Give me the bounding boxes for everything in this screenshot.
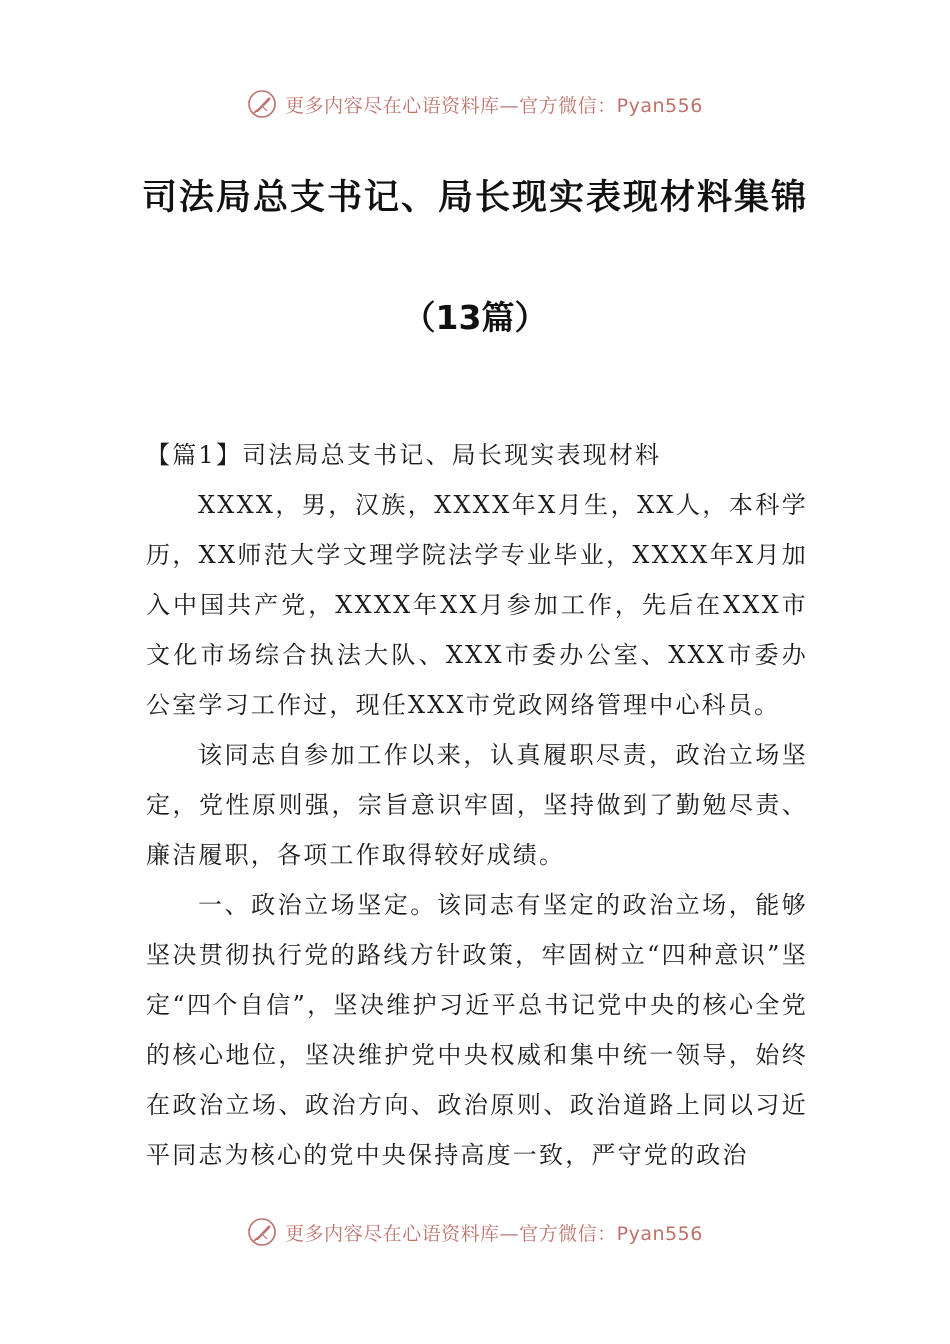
quill-logo-icon [247,89,277,119]
watermark-wechat: 官方微信：Pyan556 [519,1222,703,1245]
document-body [146,430,808,1180]
document-title: 司法局总支书记、局长现实表现材料集锦 [141,178,808,218]
paragraph: XXXX，男，汉族，XXXX年X月生，XX人，本科学历，XX师范大学文理学院法学专业毕业，XXXX年X月加入中国共产党，XXXX年XX月参加工作，先后在XXX市文化市场综合执法大队、XXX市委办公室、XXX市委办公室学习工作过，现任XXX市党政网络管理中心科员。 [146,491,808,719]
footer-watermark [0,1212,950,1252]
watermark-wechat: 官方微信：Pyan556 [519,94,703,117]
watermark-text [285,1219,703,1246]
paragraph: 一、政治立场坚定。该同志有坚定的政治立场，能够坚决贯彻执行党的路线方针政策，牢固树立“四种意识”坚定“四个自信”，坚决维护习近平总书记党中央的核心全党的核心地位，坚决维护党中央权威和集中统一领导，始终在政治立场、政治方向、政治原则、政治道路上同以习近平同志为核心的党中央保持高度一致，严守党的政治 [146,891,808,1169]
watermark-separator: — [499,94,520,117]
document-subtitle: （13篇） [402,298,548,337]
watermark-main: 更多内容尽在心语资料库 [285,94,500,117]
watermark-separator: — [499,1222,520,1245]
header-watermark [0,84,950,124]
watermark-text [285,91,703,118]
paragraph: 该同志自参加工作以来，认真履职尽责，政治立场坚定，党性原则强，宗旨意识牢固，坚持做到了勤勉尽责、廉洁履职，各项工作取得较好成绩。 [146,741,808,869]
section-heading: 【篇1】司法局总支书记、局长现实表现材料 [146,441,662,469]
watermark-main: 更多内容尽在心语资料库 [285,1222,500,1245]
quill-logo-icon [247,1217,277,1247]
